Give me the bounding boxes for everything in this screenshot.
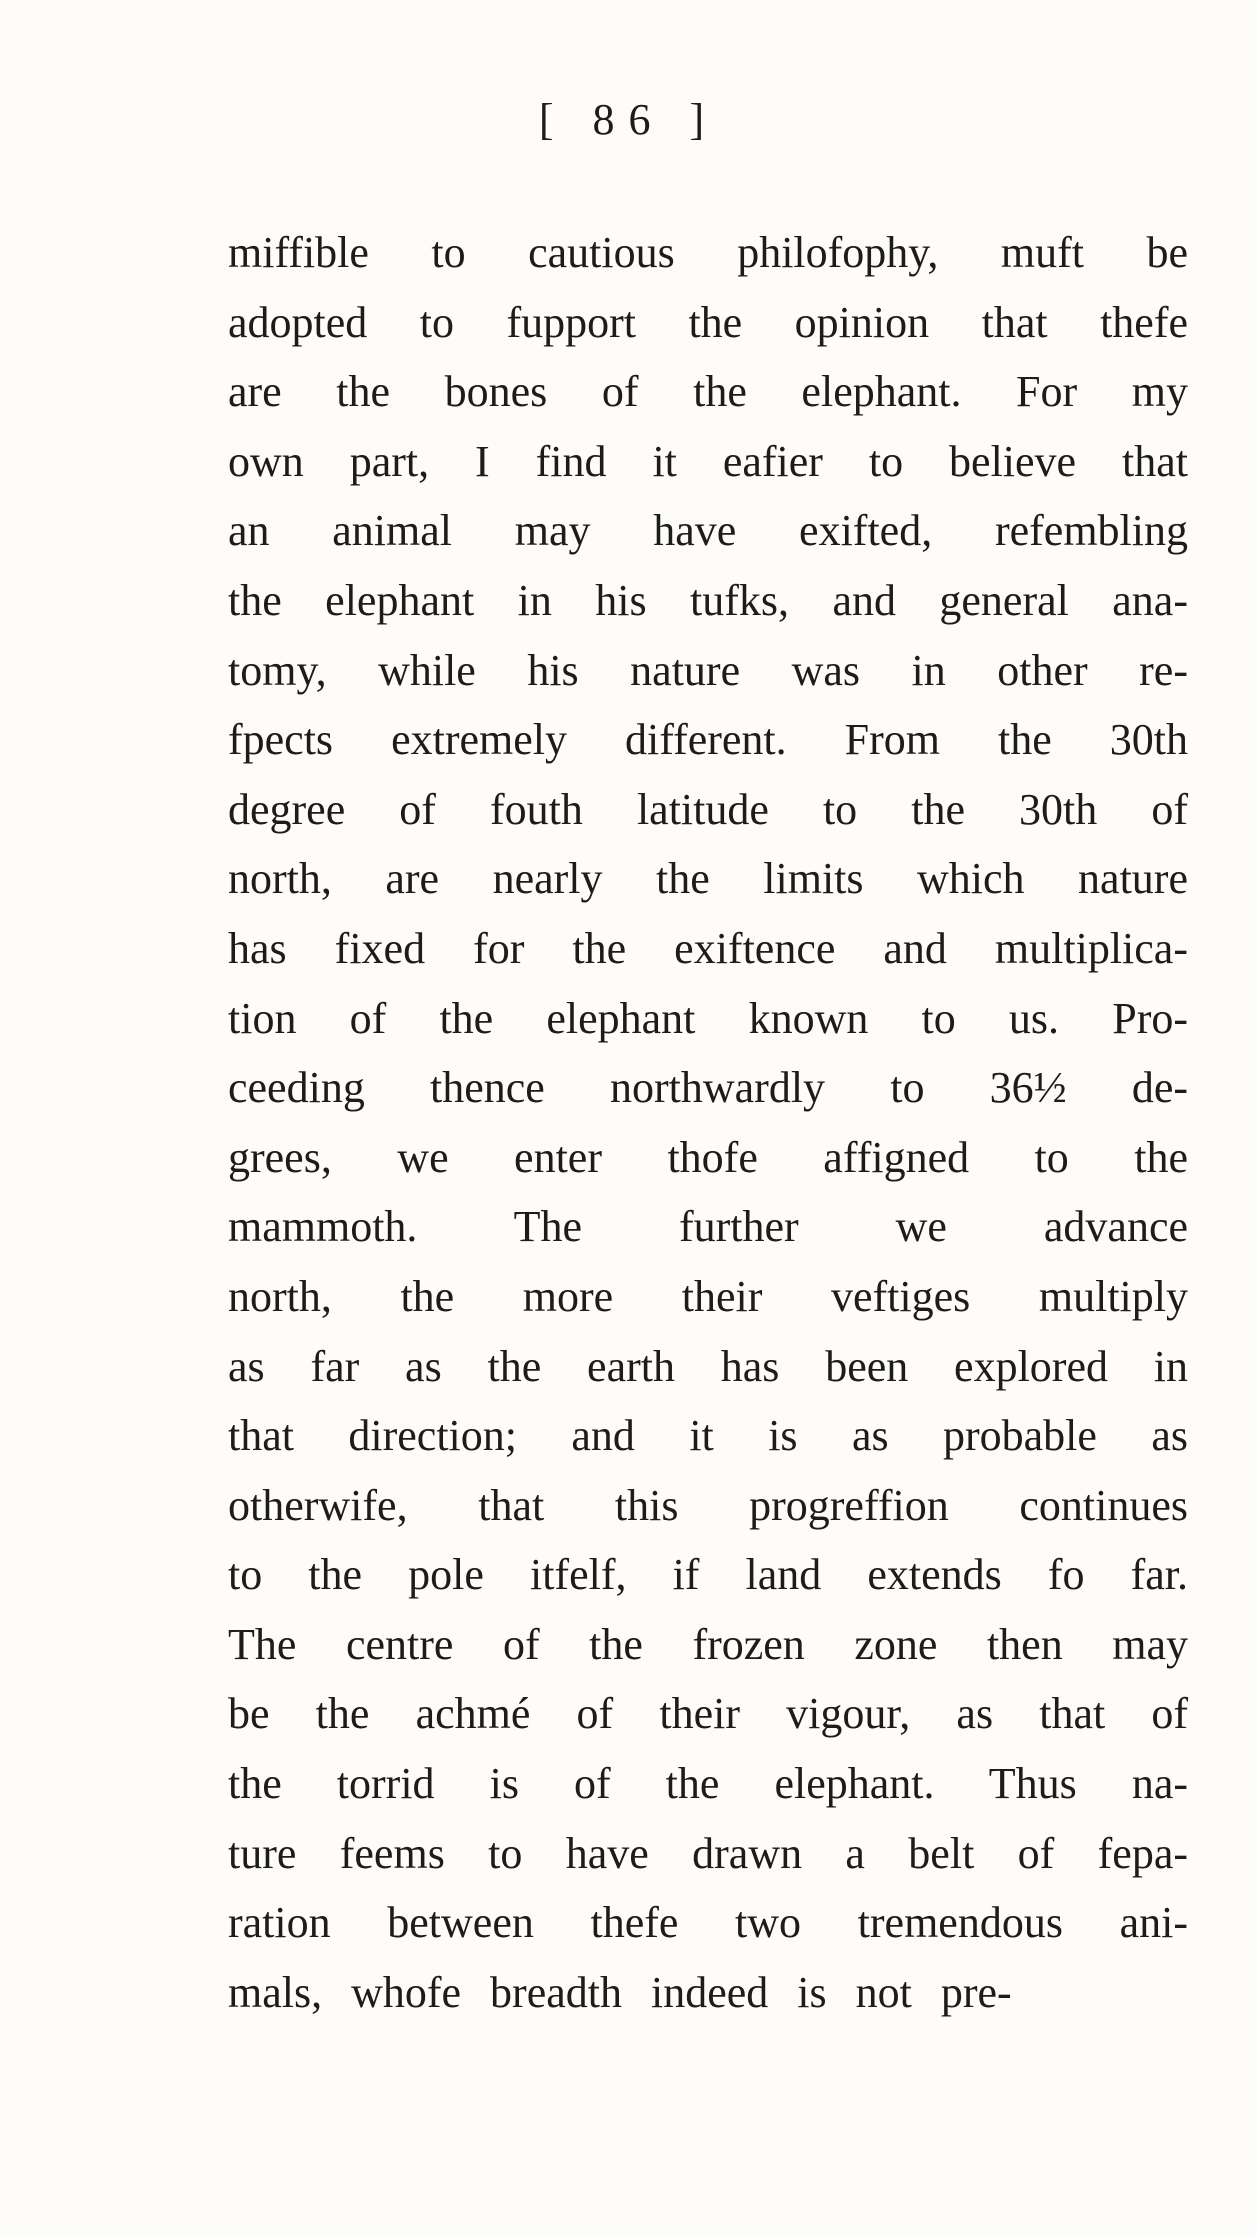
- text-line: be the achmé of their vigour, as that of: [228, 1689, 1188, 1739]
- text-line: that direction; and it is as probable as: [228, 1411, 1188, 1461]
- page-number: [ 86 ]: [538, 95, 719, 144]
- text-line: tion of the elephant known to us. Pro-: [228, 993, 1188, 1043]
- body-text: [228, 218, 1188, 2027]
- text-line: fpects extremely different. From the 30th: [228, 715, 1188, 765]
- text-line: the elephant in his tufks, and general ana-: [228, 575, 1188, 625]
- text-line: otherwife, that this progreffion continues: [228, 1480, 1188, 1530]
- text-line: ration between thefe two tremendous ani-: [228, 1898, 1188, 1948]
- text-line: adopted to fupport the opinion that thefe: [228, 297, 1188, 347]
- text-line: miffible to cautious philofophy, muft be: [228, 228, 1188, 277]
- text-line: grees, we enter thofe affigned to the: [228, 1132, 1188, 1182]
- text-line: has fixed for the exiftence and multiplica-: [228, 923, 1188, 973]
- text-line: mammoth. The further we advance: [228, 1202, 1188, 1252]
- text-line: the torrid is of the elephant. Thus na-: [228, 1759, 1188, 1809]
- text-line: ture feems to have drawn a belt of fepa-: [228, 1828, 1188, 1878]
- text-line: are the bones of the elephant. For my: [228, 367, 1188, 417]
- text-line: to the pole itfelf, if land extends fo far.: [228, 1550, 1188, 1600]
- text-line: ceeding thence northwardly to 36½ de-: [228, 1063, 1188, 1113]
- text-line: degree of fouth latitude to the 30th of: [228, 784, 1188, 834]
- text-line: an animal may have exifted, refembling: [228, 506, 1188, 556]
- text-line: north, the more their veftiges multiply: [228, 1271, 1188, 1321]
- text-line: north, are nearly the limits which nature: [228, 854, 1188, 904]
- text-line: own part, I find it eafier to believe that: [228, 436, 1188, 486]
- text-line: The centre of the frozen zone then may: [228, 1619, 1188, 1669]
- text-line: mals, whofe breadth indeed is not pre-: [228, 1967, 1012, 2017]
- text-line: as far as the earth has been explored in: [228, 1341, 1188, 1391]
- text-line: tomy, while his nature was in other re-: [228, 645, 1188, 695]
